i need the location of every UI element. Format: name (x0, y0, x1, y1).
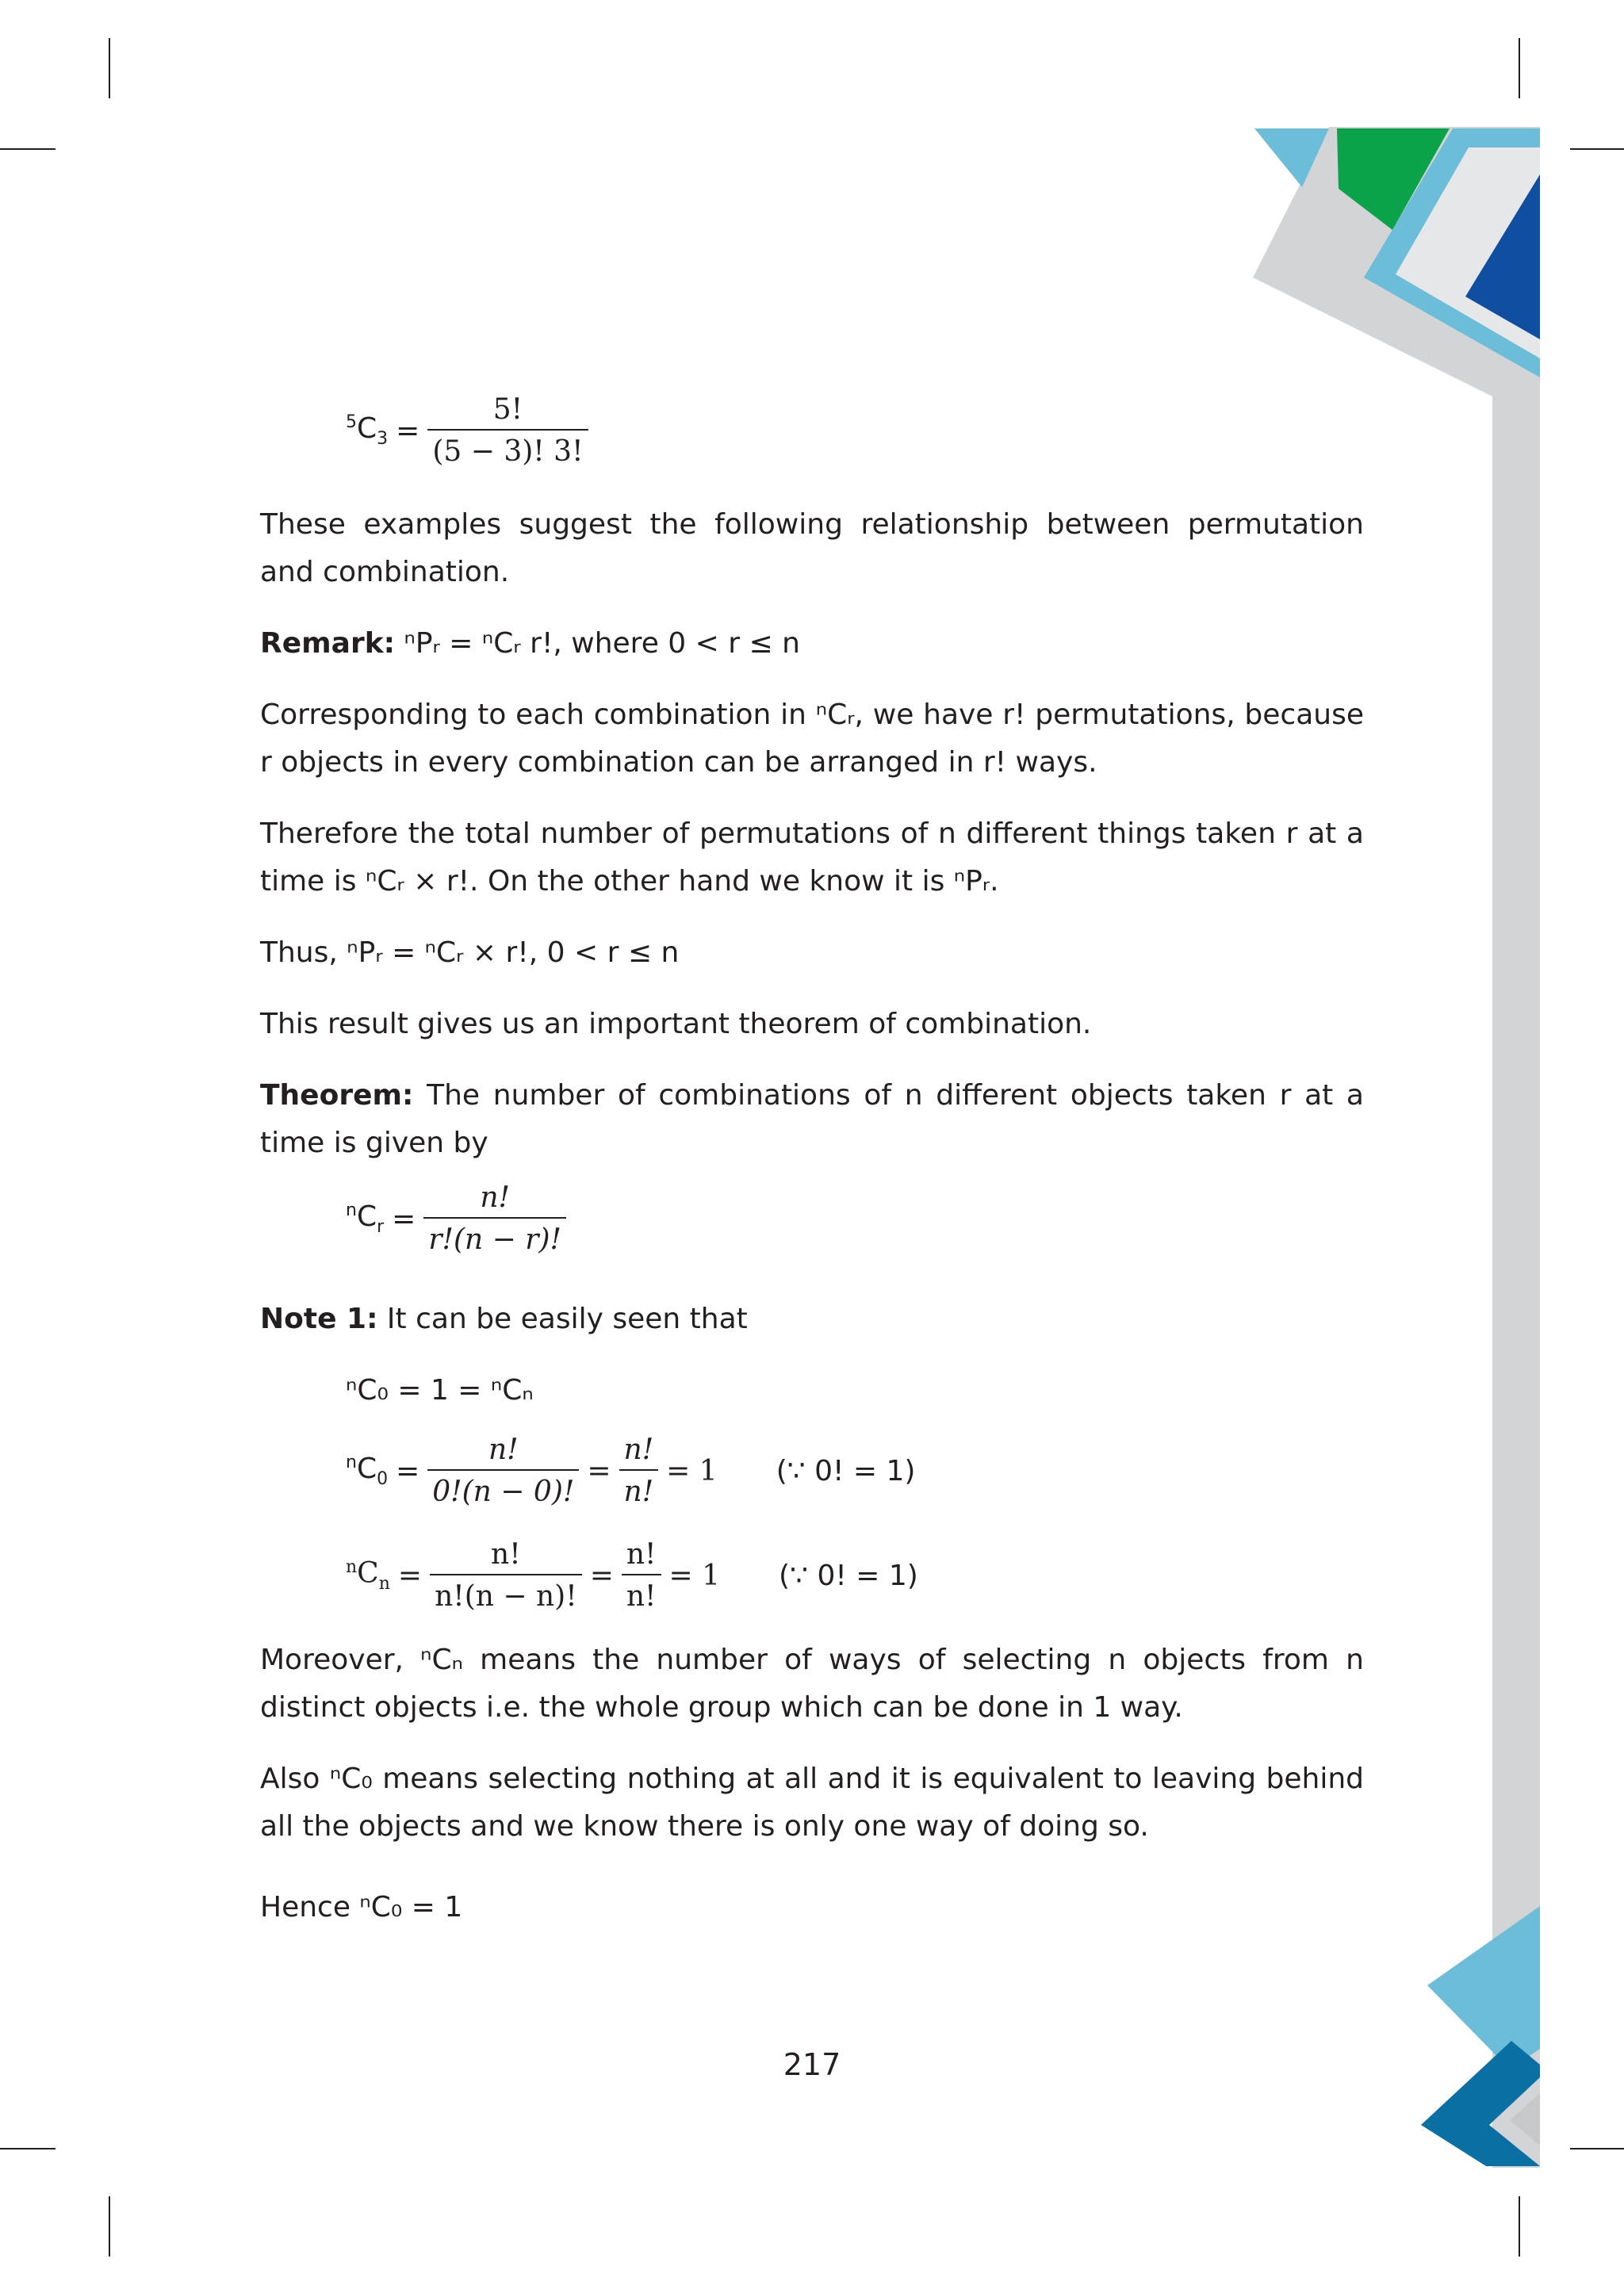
sidebar-strip (1492, 127, 1540, 2168)
paragraph-also: Also ⁿC₀ means selecting nothing at all and it is equivalent to leaving behind all the objects and we know there is only one way of doing so. (260, 1763, 1364, 1843)
fraction: $\frac{n!}{r!(n - r)!}$ (423, 1181, 566, 1256)
remark: Remark: ⁿPᵣ = ⁿCᵣ r!, where 0 < r ≤ n (260, 627, 800, 660)
paragraph-relationship: These examples suggest the following relationship between permutation and combination. (260, 508, 1364, 588)
reason-note: (∵ 0! = 1) (776, 1454, 916, 1487)
note-1: Note 1: It can be easily seen that (260, 1303, 748, 1335)
paragraph-result: This result gives us an important theorem of combination. (260, 1008, 1092, 1040)
paragraph-total-permutations: Therefore the total number of permutations of n different things taken r at a time is ⁿCᵣ × r!. On the other hand we know it is ⁿPᵣ. (260, 817, 1364, 898)
fraction: $\frac{n!}{0!(n - 0)!}$ (427, 1434, 579, 1508)
page-number: 217 (783, 2047, 841, 2082)
formula-ncr: $^nC_r$ = $\frac{n!}{r!(n - r)!}$ (346, 1181, 566, 1256)
paragraph-thus: Thus, ⁿPᵣ = ⁿCᵣ × r!, 0 < r ≤ n (260, 936, 680, 969)
paragraph-corresponding: Corresponding to each combination in ⁿCᵣ, we have r! permutations, because r objects in every combination can be arranged in r! ways. (260, 699, 1364, 779)
nc0-identity: ⁿC₀ = 1 = ⁿCₙ (346, 1374, 534, 1407)
formula-nc0: $^nC_0$ = $\frac{n!}{0!(n - 0)!}$ = $\frac{n!}{n!}$ = 1 (∵ 0! = 1) (346, 1434, 916, 1508)
formula-ncn: $^nC_n$ = $\frac{n!}{n!(n - n)!}$ = $\frac{n!}{n!}$ = 1 (∵ 0! = 1) (346, 1538, 918, 1613)
theorem: Theorem: The number of combinations of n different objects taken r at a time is given by (260, 1079, 1364, 1159)
light-blue-diamond (1427, 1906, 1540, 2069)
paragraph-moreover: Moreover, ⁿCₙ means the number of ways of selecting n objects from n distinct objects i.e. the whole group which can be done in 1 way. (260, 1644, 1364, 1724)
paragraph-hence: Hence ⁿC₀ = 1 (260, 1891, 463, 1924)
fraction: $\frac{n!}{n!}$ (622, 1538, 661, 1613)
reason-note: (∵ 0! = 1) (779, 1559, 918, 1592)
fraction: $\frac{n!}{n!(n - n)!}$ (430, 1538, 582, 1613)
formula-5c3: $^5C_3$ = $\frac{5!}{(5 - 3)! 3!}$ (346, 393, 588, 468)
fraction: $\frac{n!}{n!}$ (619, 1434, 659, 1508)
fraction: $\frac{5!}{(5 - 3)! 3!}$ (427, 393, 588, 468)
